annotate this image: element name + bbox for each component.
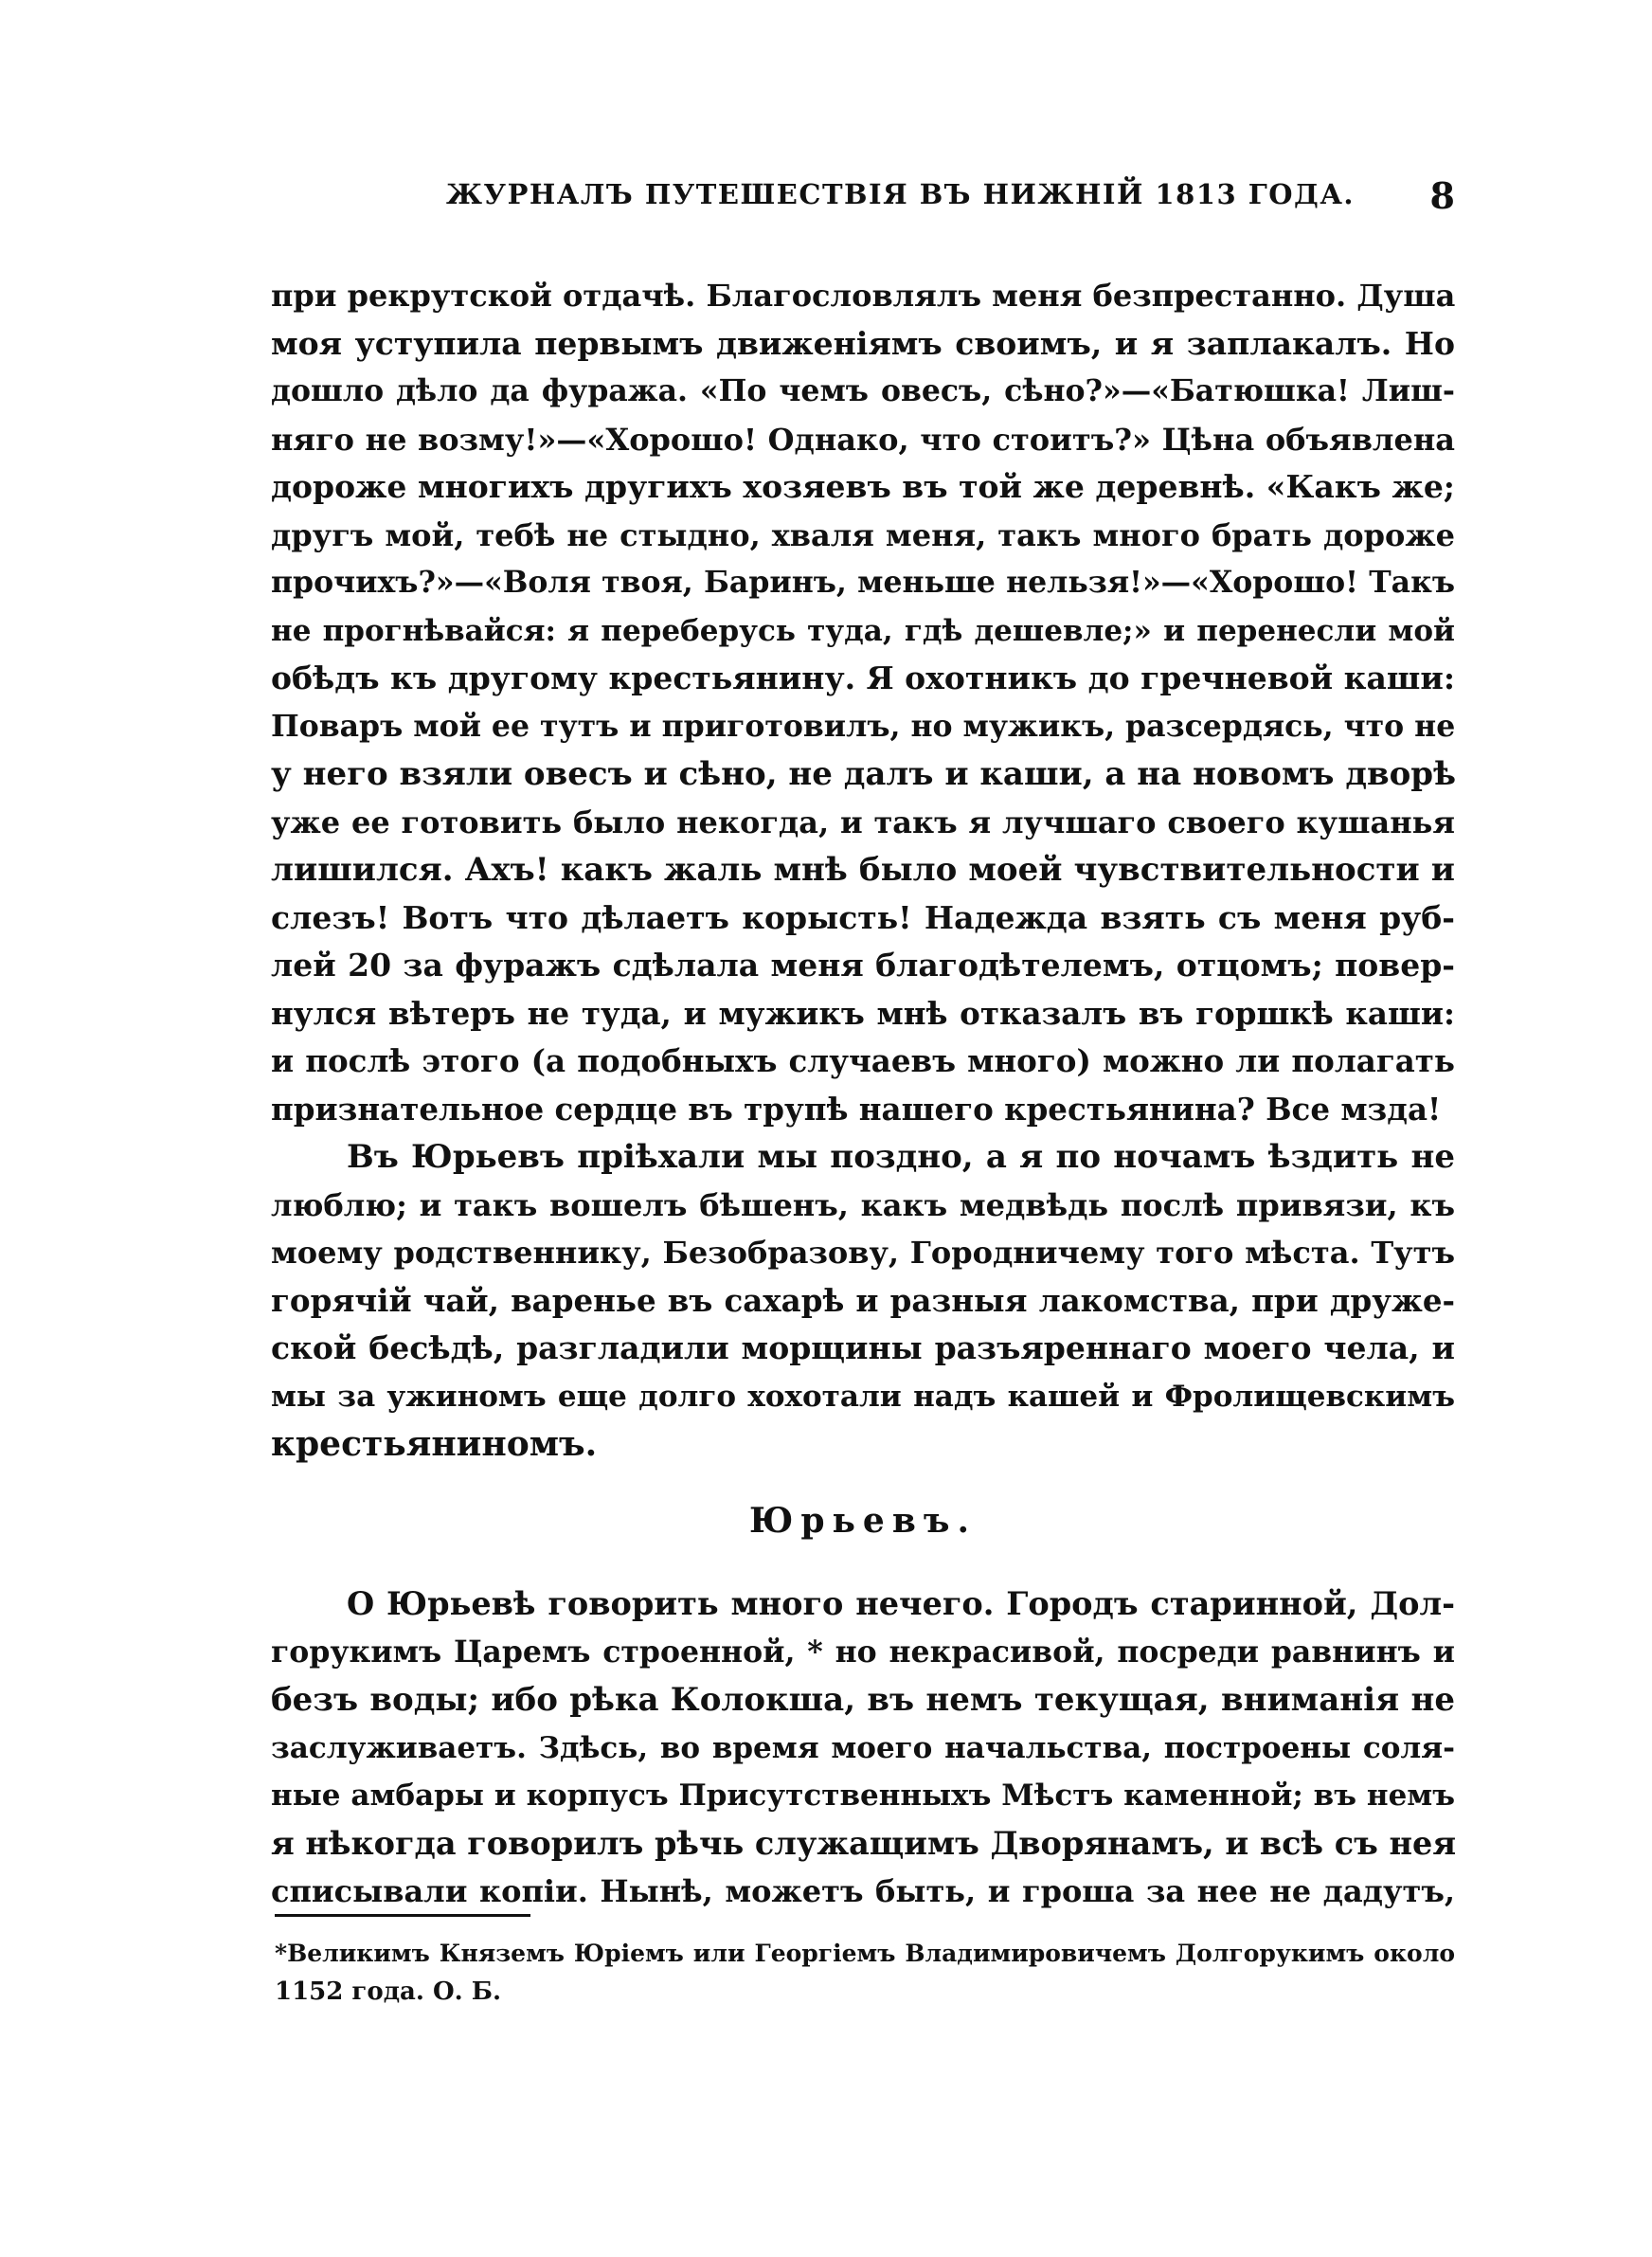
running-title: ЖУРНАЛЪ ПУТЕШЕСТВІЯ ВЪ НИЖНІЙ 1813 ГОДА. [446,178,1356,210]
footnote-divider [275,1914,530,1917]
text-line: слезъ! Вотъ что дѣлаетъ корысть! Надежда взять съ меня руб- [271,898,1455,936]
text-line: у него взяли овесъ и сѣно, не далъ и каши, а на новомъ дворѣ [271,755,1456,793]
text-line: уже ее готовить было некогда, и такъ я лучшаго своего кушанья [271,803,1455,840]
text-line: прочихъ?»—«Воля твоя, Баринъ, меньше нельзя!»—«Хорошо! Такъ [271,565,1455,600]
paragraph-3 [271,1580,1455,1916]
paragraph-2 [271,1133,1455,1469]
text-line: другъ мой, тебѣ не стыдно, хваля меня, такъ много брать дороже [271,516,1455,553]
footnote-line: *Великимъ Княземъ Юріемъ или Георгіемъ Владимировичемъ Долгорукимъ около [275,1940,1455,1967]
text-line: ные амбары и корпусъ Присутственныхъ Мѣстъ каменной; въ немъ [271,1779,1455,1813]
text-line: нулся вѣтеръ не туда, и мужикъ мнѣ отказалъ въ горшкѣ каши: [271,994,1455,1032]
text-line: няго не возму!»—«Хорошо! Однако, что стоитъ?» Цѣна объявлена [271,421,1455,458]
text-line: моему родственнику, Безобразову, Городничему того мѣста. Тутъ [271,1235,1455,1271]
section-heading: Юрьевъ. [748,1501,977,1541]
footnote-line: 1152 года. О. Б. [275,1977,501,2006]
footnote [275,1935,1455,2011]
text-line: крестьяниномъ. [271,1424,598,1464]
text-line: ской бесѣдѣ, разгладили морщины разъяреннаго моего чела, и [271,1329,1455,1366]
page-number: 8 [1429,174,1455,217]
text-line: горячій чай, варенье въ сахарѣ и разныя лакомства, при друже- [271,1281,1455,1319]
text-line: мы за ужиномъ еще долго хохотали надъ кашей и Фролищевскимъ [271,1379,1455,1414]
text-line: лей 20 за фуражъ сдѣлала меня благодѣтелемъ, отцомъ; повер- [271,947,1455,984]
text-line: лишился. Ахъ! какъ жаль мнѣ было моей чувствительности и [271,851,1455,889]
text-line: я нѣкогда говорилъ рѣчь служащимъ Дворянамъ, и всѣ съ нея [271,1824,1457,1862]
text-line: обѣдъ къ другому крестьянину. Я охотникъ до гречневой каши: [271,659,1455,696]
text-line: не прогнѣвайся: я переберусь туда, гдѣ дешевле;» и перенесли мой [271,613,1455,648]
text-line: Въ Юрьевъ пріѣхали мы поздно, а я по ночамъ ѣздить не [347,1138,1455,1176]
running-head [271,174,1455,226]
text-line: Поваръ мой ее тутъ и приготовилъ, но мужикъ, разсердясь, что не [271,708,1456,744]
text-line: дошло дѣло да фуража. «По чемъ овесъ, сѣно?»—«Батюшка! Лиш- [271,373,1455,408]
text-line: О Юрьевѣ говорить много нечего. Городъ старинной, Дол- [347,1585,1455,1622]
text-line: дороже многихъ другихъ хозяевъ въ той же деревнѣ. «Какъ же; [271,468,1455,505]
text-line: списывали копіи. Нынѣ, можетъ быть, и гроша за нее не дадутъ, [271,1873,1455,1909]
text-line: при рекрутской отдачѣ. Благословлялъ меня безпрестанно. Душа [271,278,1456,314]
text-line: горукимъ Царемъ строенной, * но некрасивой, посреди равнинъ и [271,1634,1455,1670]
paragraph-1 [271,272,1455,1133]
text-line: признательное сердце въ трупѣ нашего крестьянина? Все мзда! [271,1090,1442,1128]
text-line: люблю; и такъ вошелъ бѣшенъ, какъ медвѣдь послѣ привязи, къ [271,1186,1455,1223]
text-line: заслуживаетъ. Здѣсь, во время моего начальства, построены соля- [271,1730,1455,1765]
text-line: моя уступила первымъ движеніямъ своимъ, и я заплакалъ. Но [271,324,1455,362]
text-line: безъ воды; ибо рѣка Колокша, въ немъ текущая, вниманія не [271,1681,1455,1719]
text-line: и послѣ этого (а подобныхъ случаевъ много) можно ли полагать [271,1042,1455,1079]
